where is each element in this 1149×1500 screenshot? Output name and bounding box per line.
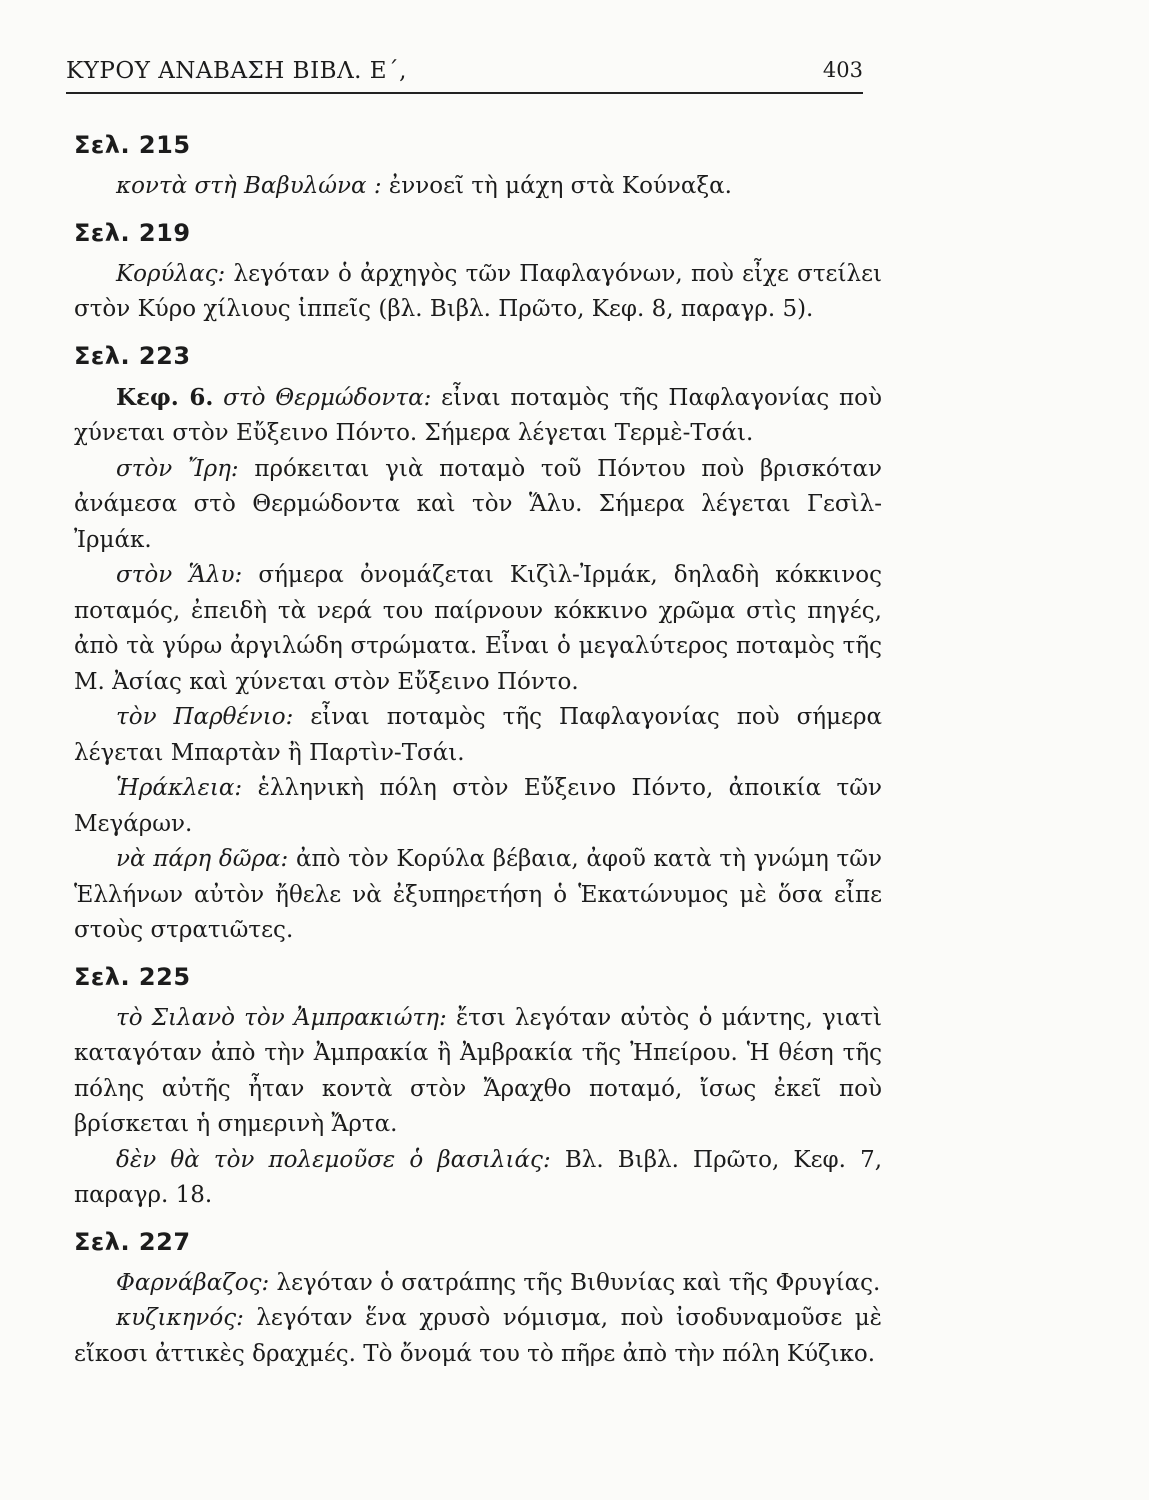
section-heading: Σελ. 227	[74, 1227, 191, 1256]
commentary-entry	[74, 257, 882, 328]
entry-text: λεγόταν ὁ ἀρχηγὸς τῶν Παφλαγόνων, ποὺ εἶχε στείλει στὸν Κύρο χίλιους ἱππεῖς (βλ. Βιβλ. Πρῶτο, Κεφ. 8, παραγρ. 5).	[74, 260, 882, 322]
entry-lemma: Φαρνάβαζος:	[116, 1269, 270, 1296]
commentary-entry	[74, 558, 882, 700]
commentary-entry	[74, 380, 882, 452]
chapter-ref: Κεφ. 6.	[116, 383, 214, 411]
entry-text: λεγόταν ὁ σατράπης τῆς Βιθυνίας καὶ τῆς Φρυγίας.	[269, 1269, 881, 1296]
commentary-entry	[74, 452, 882, 559]
commentary-body	[74, 125, 882, 1372]
commentary-entry	[74, 771, 882, 842]
entry-lemma: τὸν Παρθένιο:	[116, 704, 294, 730]
section-heading: Σελ. 225	[74, 962, 191, 991]
entry-text: ἑλληνικὴ πόλη στὸν Εὔξεινο Πόντο, ἀποικία τῶν Μεγάρων.	[74, 775, 882, 837]
running-head	[66, 56, 863, 94]
entry-text: πρόκειται γιὰ ποταμὸ τοῦ Πόντου ποὺ βρισκόταν ἀνάμεσα στὸ Θερμώδοντα καὶ τὸν Ἅλυ. Σήμερα λέγεται Γεσὶλ-Ἰρμάκ.	[74, 455, 882, 553]
commentary-entry	[74, 169, 882, 205]
commentary-entry	[74, 1143, 882, 1214]
entry-text: εἶναι ποταμὸς τῆς Παφλαγονίας ποὺ σήμερα λέγεται Μπαρτὰν ἢ Παρτὶν-Τσάι.	[74, 704, 882, 766]
running-head-title: ΚΥΡΟΥ ΑΝΑΒΑΣΗ ΒΙΒΛ. Ε΄,	[66, 58, 407, 84]
entry-lemma: Κορύλας:	[116, 260, 226, 287]
section-heading: Σελ. 219	[74, 218, 191, 247]
entry-text: λεγόταν ἕνα χρυσὸ νόμισμα, ποὺ ἰσοδυναμοῦσε μὲ εἴκοσι ἀττικὲς δραχμές. Τὸ ὄνομά του τὸ πῆρε ἀπὸ τὴν πόλη Κύζικο.	[74, 1305, 882, 1367]
entry-lemma: κυζικηνός:	[116, 1305, 244, 1331]
entry-lemma: τὸ Σιλανὸ τὸν Ἀμπρακιώτη:	[116, 1004, 447, 1031]
entry-text: εἶναι ποταμὸς τῆς Παφλαγονίας ποὺ χύνεται στὸν Εὔξεινο Πόντο. Σήμερα λέγεται Τερμὲ-Τσάι.	[74, 384, 882, 446]
entry-lemma: δὲν θὰ τὸν πολεμοῦσε ὁ βασιλιάς:	[116, 1146, 551, 1173]
entry-lemma: στὸν Ἅλυ:	[116, 562, 243, 588]
commentary-entry	[74, 1301, 882, 1372]
entry-text: ἐννοεῖ τὴ μάχη στὰ Κούναξα.	[381, 173, 732, 199]
entry-text: σήμερα ὀνομάζεται Κιζὶλ-Ἰρμάκ, δηλαδὴ κόκκινος ποταμός, ἐπειδὴ τὰ νερά του παίρνουν κόκκινο χρῶμα στὶς πηγές, ἀπὸ τὰ γύρω ἀργιλώδη στρώματα. Εἶναι ὁ μεγαλύτερος ποταμὸς τῆς Μ. Ἀσίας καὶ χύνεται στὸν Εὔξεινο Πόντο.	[74, 562, 882, 695]
entry-text: ἀπὸ τὸν Κορύλα βέβαια, ἀφοῦ κατὰ τὴ γνώμη τῶν Ἑλλήνων αὐτὸν ἤθελε νὰ ἐξυπηρετήση ὁ Ἑκατώνυμος μὲ ὅσα εἶπε στοὺς στρατιῶτες.	[74, 846, 882, 943]
commentary-entry	[74, 1266, 882, 1302]
section-heading: Σελ. 223	[74, 341, 191, 370]
commentary-entry	[74, 1001, 882, 1143]
entry-lemma: νὰ πάρη δῶρα:	[116, 846, 289, 872]
entry-text: ἔτσι λεγόταν αὐτὸς ὁ μάντης, γιατὶ καταγόταν ἀπὸ τὴν Ἀμπρακία ἢ Ἀμβρακία τῆς Ἠπείρου. Ἡ θέση τῆς πόλης αὐτῆς ἦταν κοντὰ στὸν Ἄραχθο ποταμό, ἴσως ἐκεῖ ποὺ βρίσκεται ἡ σημερινὴ Ἄρτα.	[74, 1004, 882, 1137]
entry-lemma: κοντὰ στὴ Βαβυλώνα :	[116, 173, 382, 199]
entry-lemma: Ἡράκλεια:	[116, 775, 243, 801]
entry-text: Βλ. Βιβλ. Πρῶτο, Κεφ. 7, παραγρ. 18.	[74, 1146, 883, 1208]
commentary-entry	[74, 842, 882, 949]
page-number: 403	[822, 58, 863, 82]
entry-lemma: στὸ Θερμώδοντα:	[213, 384, 432, 411]
entry-lemma: στὸν Ἴρη:	[116, 455, 239, 482]
section-heading: Σελ. 215	[74, 131, 191, 159]
commentary-entry	[74, 700, 882, 771]
